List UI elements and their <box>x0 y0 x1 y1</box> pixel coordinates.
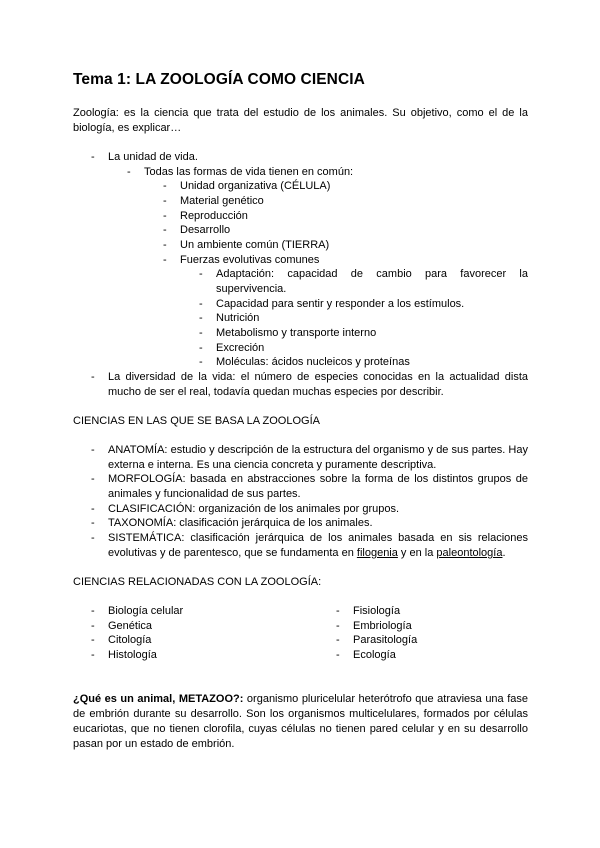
filogenia-link: filogenia <box>356 547 398 559</box>
list-item: Fisiología <box>353 605 401 617</box>
list-item: Nutrición <box>216 312 260 324</box>
bullet-dash: - <box>91 620 95 632</box>
unidad-sub-label: Todas las formas de vida tienen en común: <box>144 166 354 178</box>
page-title: Tema 1: LA ZOOLOGÍA COMO CIENCIA <box>73 71 365 88</box>
bullet-dash: - <box>163 180 167 192</box>
list-item: Unidad organizativa (CÉLULA) <box>180 180 331 192</box>
connector-text: y en la <box>397 547 437 559</box>
list-item: Desarrollo <box>180 224 231 236</box>
metazoo-definition: organismo pluricelular heterótrofo que atraviesa una fase de embrión durante su desarrollo. Son los organismos multicelulares, formados por células eucariotas, que no tienen clorofila, cuyas células no tienen pared celular y en su desarrollo pasan por un estado de embrión. <box>73 693 528 750</box>
list-item: Genética <box>108 620 153 632</box>
bullet-dash: - <box>199 268 203 280</box>
list-item: Histología <box>108 649 157 661</box>
sistematica-text: SISTEMÁTICA: clasificación jerárquica de los animales basada en sis relaciones evolutivas y de parentesco, que se fundamenta en <box>108 532 528 559</box>
list-item: Moléculas: ácidos nucleicos y proteínas <box>216 356 410 368</box>
list-item: MORFOLOGÍA: basada en abstracciones sobre la forma de los distintos grupos de animales y funcionalidad de sus partes. <box>108 473 528 500</box>
bullet-dash: - <box>199 342 203 354</box>
bullet-dash: - <box>336 620 340 632</box>
list-item: Fuerzas evolutivas comunes <box>180 254 320 266</box>
section-heading: CIENCIAS EN LAS QUE SE BASA LA ZOOLOGÍA <box>73 415 320 427</box>
list-item: Excreción <box>216 342 265 354</box>
bullet-dash: - <box>91 151 95 163</box>
bullet-dash: - <box>199 312 203 324</box>
list-item: Reproducción <box>180 210 248 222</box>
list-item: Un ambiente común (TIERRA) <box>180 239 330 251</box>
list-item: Material genético <box>180 195 264 207</box>
bullet-dash: - <box>336 649 340 661</box>
list-item: CLASIFICACIÓN: organización de los animales por grupos. <box>108 503 400 515</box>
bullet-dash: - <box>199 327 203 339</box>
list-item: Capacidad para sentir y responder a los estímulos. <box>216 298 465 310</box>
section-heading: CIENCIAS RELACIONADAS CON LA ZOOLOGÍA: <box>73 576 322 588</box>
list-item: TAXONOMÍA: clasificación jerárquica de los animales. <box>108 517 373 529</box>
list-item: Citología <box>108 634 152 646</box>
bullet-dash: - <box>91 532 95 544</box>
bullet-dash: - <box>91 444 95 456</box>
intro-paragraph: Zoología: es la ciencia que trata del estudio de los animales. Su objetivo, como el de la biología, es explicar… <box>73 107 528 134</box>
bullet-dash: - <box>163 195 167 207</box>
bullet-dash: - <box>199 356 203 368</box>
paleontologia-link: paleontología <box>436 547 503 559</box>
bullet-dash: - <box>91 605 95 617</box>
bullet-dash: - <box>91 634 95 646</box>
bullet-dash: - <box>336 605 340 617</box>
list-item: Ecología <box>353 649 396 661</box>
bullet-dash: - <box>336 634 340 646</box>
bullet-dash: - <box>91 371 95 383</box>
list-item: Parasitología <box>353 634 418 646</box>
sistematica-item <box>108 531 528 561</box>
metazoo-question: ¿Qué es un animal, METAZOO?: <box>73 693 244 705</box>
diversidad-item: La diversidad de la vida: el número de especies conocidas en la actualidad dista mucho de ser el real, todavía quedan muchas especies por describir. <box>108 371 528 398</box>
period-text: . <box>502 547 506 559</box>
metazoo-paragraph <box>73 692 528 752</box>
unidad-label: La unidad de vida. <box>108 151 198 163</box>
list-item: ANATOMÍA: estudio y descripción de la estructura del organismo y de sus partes. Hay externa e interna. Es una ciencia concreta y puramente descriptiva. <box>108 444 528 471</box>
bullet-dash: - <box>91 503 95 515</box>
bullet-dash: - <box>163 224 167 236</box>
list-item: Biología celular <box>108 605 184 617</box>
bullet-dash: - <box>91 649 95 661</box>
bullet-dash: - <box>127 166 131 178</box>
bullet-dash: - <box>199 298 203 310</box>
list-item: Embriología <box>353 620 412 632</box>
list-item: Metabolismo y transporte interno <box>216 327 377 339</box>
bullet-dash: - <box>91 517 95 529</box>
list-item: Adaptación: capacidad de cambio para favorecer la supervivencia. <box>216 268 528 295</box>
bullet-dash: - <box>163 239 167 251</box>
bullet-dash: - <box>163 210 167 222</box>
bullet-dash: - <box>91 473 95 485</box>
bullet-dash: - <box>163 254 167 266</box>
